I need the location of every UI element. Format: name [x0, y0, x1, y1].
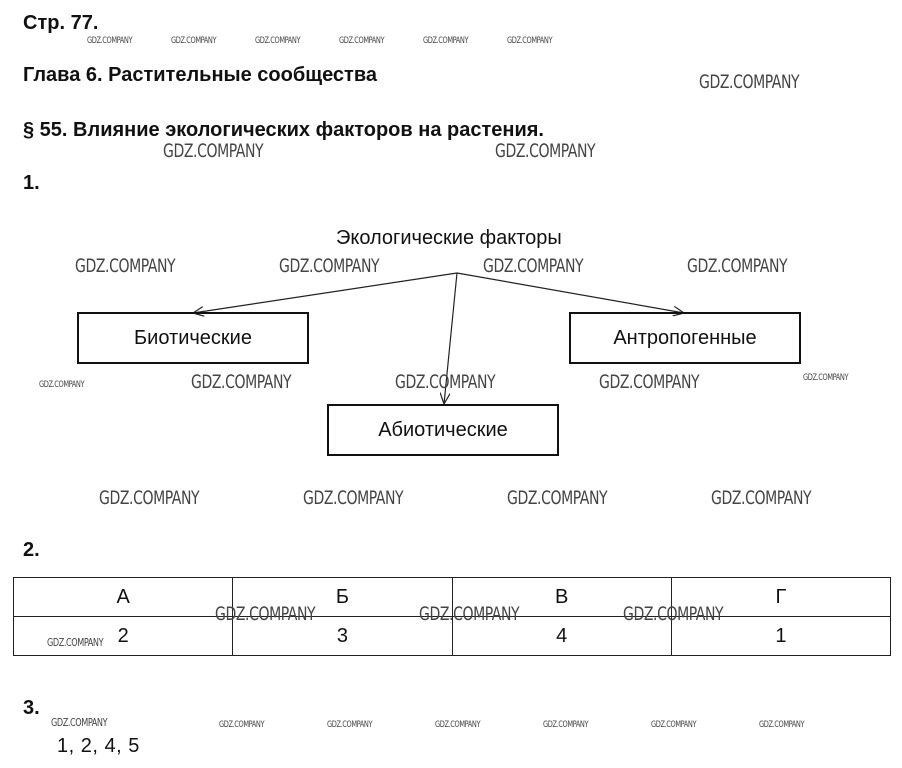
chapter-title: Глава 6. Растительные сообщества [23, 64, 378, 86]
table-value-cell: 1 [671, 617, 890, 656]
diagram-box-biotic [77, 312, 309, 364]
watermark: GDZ.COMPANY [99, 487, 200, 509]
watermark: GDZ.COMPANY [339, 36, 385, 46]
watermark: GDZ.COMPANY [219, 720, 265, 730]
watermark: GDZ.COMPANY [303, 487, 404, 509]
diagram-box-abiotic-label: Абиотические [378, 418, 508, 441]
watermark: GDZ.COMPANY [87, 36, 133, 46]
diagram-box-anthropogenic [569, 312, 801, 364]
watermark: GDZ.COMPANY [163, 140, 264, 162]
watermark: GDZ.COMPANY [623, 603, 724, 625]
watermark: GDZ.COMPANY [215, 603, 316, 625]
watermark: GDZ.COMPANY [435, 720, 481, 730]
watermark: GDZ.COMPANY [651, 720, 697, 730]
diagram-root-label: Экологические факторы [336, 227, 562, 249]
watermark: GDZ.COMPANY [687, 255, 788, 277]
table-header-cell: Б [233, 578, 452, 617]
page-number: Стр. 77. [23, 12, 99, 34]
watermark: GDZ.COMPANY [191, 371, 292, 393]
diagram-box-biotic-label: Биотические [134, 326, 252, 349]
watermark: GDZ.COMPANY [327, 720, 373, 730]
table-value-cell: 4 [452, 617, 671, 656]
watermark: GDZ.COMPANY [255, 36, 301, 46]
table-value-cell: 2 [14, 617, 233, 656]
watermark: GDZ.COMPANY [803, 373, 849, 383]
watermark: GDZ.COMPANY [483, 255, 584, 277]
task-3-answer: 1, 2, 4, 5 [57, 735, 140, 757]
diagram-box-anthropogenic-label: Антропогенные [613, 326, 757, 349]
watermark: GDZ.COMPANY [51, 716, 108, 729]
task-1-number: 1. [23, 172, 40, 194]
watermark: GDZ.COMPANY [279, 255, 380, 277]
watermark: GDZ.COMPANY [711, 487, 812, 509]
watermark: GDZ.COMPANY [171, 36, 217, 46]
table-header-cell: Г [671, 578, 890, 617]
task-3-number: 3. [23, 697, 40, 719]
watermark: GDZ.COMPANY [507, 36, 553, 46]
section-title: § 55. Влияние экологических факторов на растения. [23, 119, 544, 141]
watermark: GDZ.COMPANY [39, 380, 85, 390]
watermark: GDZ.COMPANY [543, 720, 589, 730]
arrow-to-biotic [193, 273, 457, 313]
watermark: GDZ.COMPANY [699, 71, 800, 93]
table-header-cell: В [452, 578, 671, 617]
watermark: GDZ.COMPANY [395, 371, 496, 393]
watermark: GDZ.COMPANY [75, 255, 176, 277]
watermark: GDZ.COMPANY [495, 140, 596, 162]
watermark: GDZ.COMPANY [599, 371, 700, 393]
table-header-cell: А [14, 578, 233, 617]
diagram-box-abiotic [327, 404, 559, 456]
watermark: GDZ.COMPANY [419, 603, 520, 625]
watermark: GDZ.COMPANY [423, 36, 469, 46]
watermark: GDZ.COMPANY [507, 487, 608, 509]
arrow-to-anthropogenic [457, 273, 684, 313]
table-value-cell: 3 [233, 617, 452, 656]
watermark: GDZ.COMPANY [47, 636, 104, 649]
watermark: GDZ.COMPANY [759, 720, 805, 730]
task-2-number: 2. [23, 539, 40, 561]
